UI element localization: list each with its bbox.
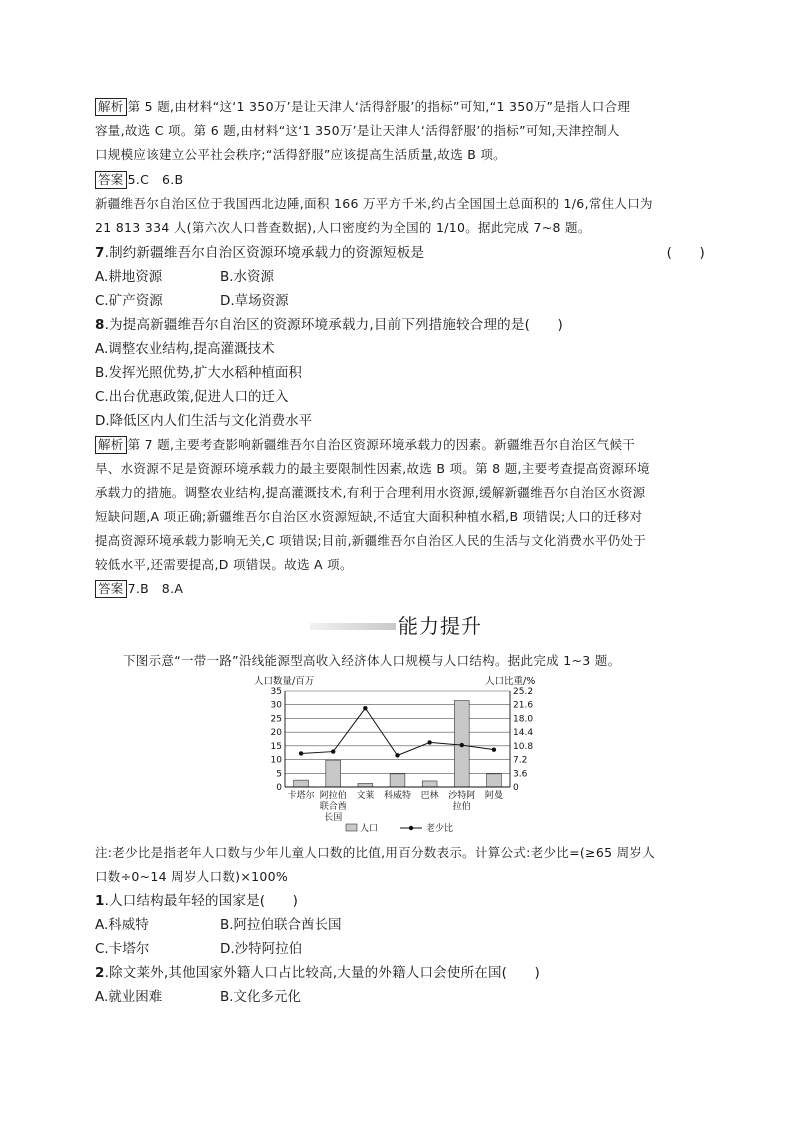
option-d: D.草场资源 — [220, 293, 289, 309]
question-number: 7 — [95, 245, 105, 261]
category-label: 科威特 — [383, 791, 412, 801]
bar — [487, 774, 502, 787]
line-point — [460, 743, 464, 747]
answer-text: 7.B 8.A — [127, 581, 184, 596]
option-a: A.科威特 — [95, 917, 149, 933]
question-number: 2 — [95, 965, 105, 981]
note-line: 口数÷0~14 周岁人口数)×100% — [95, 869, 289, 884]
chart-legend — [346, 822, 453, 834]
chart-axes — [285, 691, 510, 787]
explanation-line: 口规模应该建立公平社会秩序;“活得舒服”应该提高生活质量,故选 B 项。 — [95, 147, 506, 162]
explanation-text: 第 7 题,主要考查影响新疆维吾尔自治区资源环境承载力的因素。新疆维吾尔自治区气候干 — [127, 437, 636, 452]
y2-tick-label: 7.2 — [513, 755, 528, 766]
line-point — [331, 749, 335, 753]
answer-text: 5.C 6.B — [127, 172, 184, 187]
answer-tag: 答案 — [95, 171, 127, 189]
explanation-line — [95, 436, 705, 454]
legend-line-point — [409, 826, 413, 830]
explanation-line: 短缺问题,A 项正确;新疆维吾尔自治区水资源短缺,不适宜大面积种植水稻,B 项错误;人口的迁移对 — [95, 509, 643, 524]
y2-tick-label: 0 — [513, 783, 519, 793]
category-label: 卡塔尔 — [287, 791, 315, 801]
category-label: 沙特阿 — [448, 791, 476, 801]
option-c: C.矿产资源 — [95, 293, 163, 309]
option-a: A.耕地资源 — [95, 269, 163, 285]
chart-categories — [288, 789, 503, 823]
y-tick-label: 5 — [276, 769, 282, 780]
section-title: 能力提升 — [398, 614, 482, 638]
y-tick-label: 0 — [276, 783, 282, 793]
line-point — [427, 740, 431, 744]
category-label: 拉伯 — [452, 802, 471, 812]
option-b: B.阿拉伯联合酋长国 — [220, 917, 342, 933]
category-label: 巴林 — [420, 791, 439, 801]
explanation-tag: 解析 — [95, 436, 127, 454]
explanation-line — [95, 98, 705, 116]
y-tick-label: 30 — [270, 700, 282, 711]
option-d: D.沙特阿拉伯 — [220, 941, 303, 957]
y2-tick-label: 25.2 — [513, 687, 534, 697]
bar — [422, 781, 437, 787]
bar — [326, 760, 341, 787]
option-d: D.降低区内人们生活与文化消费水平 — [95, 413, 313, 429]
y-axis-label: 人口数量/百万 — [254, 676, 315, 687]
bar — [358, 783, 373, 787]
y-tick-label: 10 — [270, 755, 282, 766]
material-line: 新疆维吾尔自治区位于我国西北边陲,面积 166 万平方千米,约占全国国土总面积的 1/6,常住人口为 — [95, 196, 653, 211]
y-tick-label: 35 — [270, 687, 282, 697]
legend-label: 老少比 — [426, 824, 454, 834]
line-point — [492, 747, 496, 751]
category-label: 长国 — [324, 813, 343, 823]
explanation-line: 承载力的措施。调整农业结构,提高灌溉技术,有利于合理利用水资源,缓解新疆维吾尔自治区水资源 — [95, 485, 646, 500]
question-7 — [95, 244, 705, 262]
option-a: A.调整农业结构,提高灌溉技术 — [95, 341, 275, 357]
explanation-line: 容量,故选 C 项。第 6 题,由材料“这‘1 350万’是让天津人‘活得舒服’的指标”可知,天津控制人 — [95, 123, 620, 138]
answer-paren: ( ) — [666, 245, 705, 261]
note-line: 注:老少比是指老年人口数与少年儿童人口数的比值,用百分数表示。计算公式:老少比=(≥65 周岁人 — [95, 845, 656, 860]
explanation-tag: 解析 — [95, 98, 127, 116]
explanation-text: 第 5 题,由材料“这‘1 350万’是让天津人‘活得舒服’的指标”可知,“1 350万”是指人口合理 — [127, 99, 631, 114]
legend-label: 人口 — [360, 824, 379, 834]
y-tick-label: 20 — [270, 728, 282, 739]
question-text: .除文莱外,其他国家外籍人口占比较高,大量的外籍人口会使所在国( ) — [104, 965, 541, 981]
answer-line — [95, 171, 705, 189]
question-8 — [95, 316, 705, 334]
line-point — [363, 706, 367, 710]
question-2 — [95, 964, 705, 982]
material-line: 21 813 334 人(第六次人口普查数据),人口密度约为全国的 1/10。据此完成 7~8 题。 — [95, 220, 591, 235]
category-label: 联合酋 — [319, 802, 347, 812]
y-tick-label: 25 — [270, 714, 282, 725]
question-number: 8 — [95, 317, 105, 333]
category-label: 阿拉伯 — [319, 791, 347, 801]
question-text: .为提高新疆维吾尔自治区的资源环境承载力,目前下列措施较合理的是( ) — [104, 317, 563, 333]
y2-tick-label: 21.6 — [513, 700, 534, 711]
option-b: B.发挥光照优势,扩大水稻种植面积 — [95, 365, 302, 381]
chart-intro: 下图示意“一带一路”沿线能源型高收入经济体人口规模与人口结构。据此完成 1~3 题。 — [123, 653, 621, 668]
option-c: C.出台优惠政策,促进人口的迁入 — [95, 389, 289, 405]
line-point — [299, 751, 303, 755]
y2-tick-label: 14.4 — [513, 728, 534, 739]
section-divider — [310, 623, 396, 630]
y2-axis-label: 人口比重/% — [485, 676, 536, 687]
question-text: .人口结构最年轻的国家是( ) — [104, 893, 299, 909]
option-b: B.水资源 — [220, 269, 275, 285]
explanation-line: 提高资源环境承载力影响无关,C 项错误;目前,新疆维吾尔自治区人民的生活与文化消费水平仍处于 — [95, 533, 647, 548]
y2-tick-label: 10.8 — [513, 741, 534, 752]
bar — [294, 780, 309, 787]
line-point — [395, 753, 399, 757]
y2-tick-label: 3.6 — [513, 769, 528, 780]
question-text: .制约新疆维吾尔自治区资源环境承载力的资源短板是 — [104, 245, 425, 261]
y2-tick-label: 18.0 — [513, 714, 534, 725]
option-b: B.文化多元化 — [220, 989, 302, 1005]
y-tick-label: 15 — [270, 741, 282, 752]
category-label: 阿曼 — [484, 791, 503, 801]
explanation-line: 较低水平,还需要提高,D 项错误。故选 A 项。 — [95, 557, 353, 572]
question-number: 1 — [95, 893, 105, 909]
answer-line — [95, 580, 705, 598]
answer-tag: 答案 — [95, 580, 127, 598]
option-a: A.就业困难 — [95, 989, 163, 1005]
question-1 — [95, 892, 705, 910]
legend-bar-swatch — [346, 824, 357, 831]
chart-grid — [285, 691, 510, 773]
chart-bars — [294, 701, 502, 787]
option-c: C.卡塔尔 — [95, 941, 150, 957]
explanation-line: 旱、水资源不足是资源环境承载力的最主要限制性因素,故选 B 项。第 8 题,主要考查提高资源环境 — [95, 461, 650, 476]
population-chart — [250, 674, 560, 844]
category-label: 文莱 — [356, 791, 375, 801]
bar — [390, 774, 405, 787]
